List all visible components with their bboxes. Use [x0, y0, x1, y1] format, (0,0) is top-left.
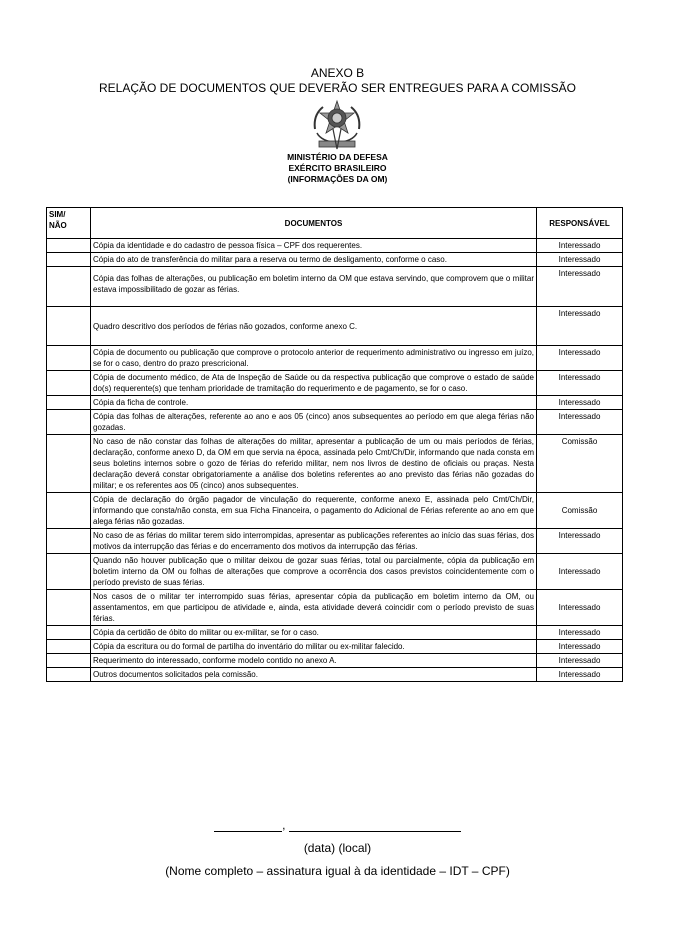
organization-block: [0, 152, 675, 185]
table-row: [47, 529, 623, 554]
sim-nao-cell[interactable]: [47, 640, 91, 654]
table-row: [47, 239, 623, 253]
date-blank[interactable]: [214, 821, 282, 832]
sim-nao-cell[interactable]: [47, 435, 91, 493]
table-row: [47, 435, 623, 493]
brazil-coat-of-arms-icon: [309, 99, 365, 151]
document-cell: Quando não houver publicação que o militar deixou de gozar suas férias, total ou parcialmente, cópia da publicação em boletim interno da OM ou folhas de alterações que comprove a ocorrência dos casos previstos coincidentemente com o período previsto de suas férias.: [91, 554, 537, 590]
document-cell: Nos casos de o militar ter interrompido suas férias, apresentar cópia da publicação em boletim interno da OM, ou assentamentos, em que participou de atividade e, ainda, esta atividade deverá coincidir com o período previsto de suas férias.: [91, 590, 537, 626]
table-row: [47, 640, 623, 654]
table-row: [47, 307, 623, 346]
document-cell: No caso de não constar das folhas de alterações do militar, apresentar a publicação de um ou mais períodos de férias, declaração, conforme anexo D, da OM em que servia na época, assinada pelo Cmt/Ch/Dir, informando que nada consta em seus boletins internos sobre o gozo de férias do referido militar, nem nos livros de destino de oficiais ou praças. Nesta declaração deverá constar obrigatoriamente a análise dos boletins referentes ao ano previsto das férias não gozadas do militar; e os referentes aos 05 (cinco) anos subsequentes.: [91, 435, 537, 493]
sim-nao-cell[interactable]: [47, 493, 91, 529]
responsible-cell: Interessado: [537, 554, 623, 590]
document-cell: Cópia da ficha de controle.: [91, 396, 537, 410]
sim-nao-cell[interactable]: [47, 668, 91, 682]
table-row: [47, 253, 623, 267]
local-blank[interactable]: [289, 821, 461, 832]
responsible-cell: Interessado: [537, 410, 623, 435]
document-cell: Requerimento do interessado, conforme modelo contido no anexo A.: [91, 654, 537, 668]
col-responsavel: RESPONSÁVEL: [537, 208, 623, 239]
responsible-cell: Interessado: [537, 640, 623, 654]
table-row: [47, 654, 623, 668]
table-header-row: [47, 208, 623, 239]
sim-nao-cell[interactable]: [47, 554, 91, 590]
sim-nao-cell[interactable]: [47, 307, 91, 346]
responsible-cell: Interessado: [537, 239, 623, 253]
document-cell: Cópia de declaração do órgão pagador de vinculação do requerente, conforme anexo E, assinada pelo Cmt/Ch/Dir, informando que consta/não consta, em sua Ficha Financeira, o pagamento do Adicional de Férias referente ao ano em que alega férias não gozadas.: [91, 493, 537, 529]
responsible-cell: Interessado: [537, 654, 623, 668]
responsible-cell: Interessado: [537, 529, 623, 554]
responsible-cell: Interessado: [537, 253, 623, 267]
sim-nao-cell[interactable]: [47, 267, 91, 307]
document-cell: Cópia da identidade e do cadastro de pessoa física – CPF dos requerentes.: [91, 239, 537, 253]
document-cell: Outros documentos solicitados pela comissão.: [91, 668, 537, 682]
document-cell: Quadro descritivo dos períodos de férias não gozados, conforme anexo C.: [91, 307, 537, 346]
sim-nao-cell[interactable]: [47, 654, 91, 668]
col-sim-nao: [47, 208, 91, 239]
signature-line: [0, 818, 675, 832]
org-info: (INFORMAÇÕES DA OM): [287, 174, 388, 184]
sim-nao-cell[interactable]: [47, 590, 91, 626]
document-cell: Cópia da escritura ou do formal de partilha do inventário do militar ou ex-militar falecido.: [91, 640, 537, 654]
signature-separator: ,: [282, 818, 286, 832]
annex-label: ANEXO B: [310, 66, 365, 80]
responsible-cell: Interessado: [537, 267, 623, 307]
document-title: RELAÇÃO DE DOCUMENTOS QUE DEVERÃO SER ENTREGUES PARA A COMISSÃO: [99, 81, 576, 95]
col-nao-label: NÃO: [49, 221, 67, 230]
table-row: [47, 668, 623, 682]
table-row: [47, 371, 623, 396]
responsible-cell: Interessado: [537, 307, 623, 346]
sim-nao-cell[interactable]: [47, 529, 91, 554]
table-row: [47, 590, 623, 626]
table-row: [47, 396, 623, 410]
responsible-cell: Interessado: [537, 346, 623, 371]
documents-table: [46, 207, 623, 682]
table-row: [47, 346, 623, 371]
responsible-cell: Interessado: [537, 668, 623, 682]
document-cell: No caso de as férias do militar terem sido interrompidas, apresentar as publicações referentes ao início das suas férias, dos motivos da interrupção das férias e do encerramento dos motivos da interrupção das férias.: [91, 529, 537, 554]
col-sim-label: SIM/: [49, 210, 66, 219]
responsible-cell: Interessado: [537, 590, 623, 626]
org-ministry: MINISTÉRIO DA DEFESA: [287, 152, 388, 162]
table-row: [47, 410, 623, 435]
document-cell: Cópia do ato de transferência do militar para a reserva ou termo de desligamento, conforme o caso.: [91, 253, 537, 267]
responsible-cell: Comissão: [537, 435, 623, 493]
date-local-label: (data) (local): [303, 841, 372, 855]
sim-nao-cell[interactable]: [47, 410, 91, 435]
sim-nao-cell[interactable]: [47, 346, 91, 371]
responsible-cell: Interessado: [537, 371, 623, 396]
responsible-cell: Interessado: [537, 626, 623, 640]
document-cell: Cópia da certidão de óbito do militar ou ex-militar, se for o caso.: [91, 626, 537, 640]
document-cell: Cópia de documento médico, de Ata de Inspeção de Saúde ou da respectiva publicação que comprove o estado de saúde do(s) requerente(s) que tenham prioridade de tramitação do requerimento e de pagamento, se for o caso.: [91, 371, 537, 396]
table-row: [47, 626, 623, 640]
document-cell: Cópia de documento ou publicação que comprove o protocolo anterior de requerimento administrativo ou ingresso em juízo, se for o caso, dentro do prazo prescricional.: [91, 346, 537, 371]
table-row: [47, 267, 623, 307]
signature-name-label: (Nome completo – assinatura igual à da identidade – IDT – CPF): [165, 864, 510, 878]
sim-nao-cell[interactable]: [47, 371, 91, 396]
sim-nao-cell[interactable]: [47, 626, 91, 640]
responsible-cell: Comissão: [537, 493, 623, 529]
org-army: EXÉRCITO BRASILEIRO: [288, 163, 387, 173]
sim-nao-cell[interactable]: [47, 396, 91, 410]
document-cell: Cópia das folhas de alterações, ou publicação em boletim interno da OM que estava servindo, que comprovem que o militar estava impossibilitado de gozar as férias.: [91, 267, 537, 307]
sim-nao-cell[interactable]: [47, 239, 91, 253]
responsible-cell: Interessado: [537, 396, 623, 410]
document-cell: Cópia das folhas de alterações, referente ao ano e aos 05 (cinco) anos subsequentes ao período em que alega férias não gozadas.: [91, 410, 537, 435]
table-row: [47, 554, 623, 590]
col-documentos: DOCUMENTOS: [91, 208, 537, 239]
table-row: [47, 493, 623, 529]
sim-nao-cell[interactable]: [47, 253, 91, 267]
